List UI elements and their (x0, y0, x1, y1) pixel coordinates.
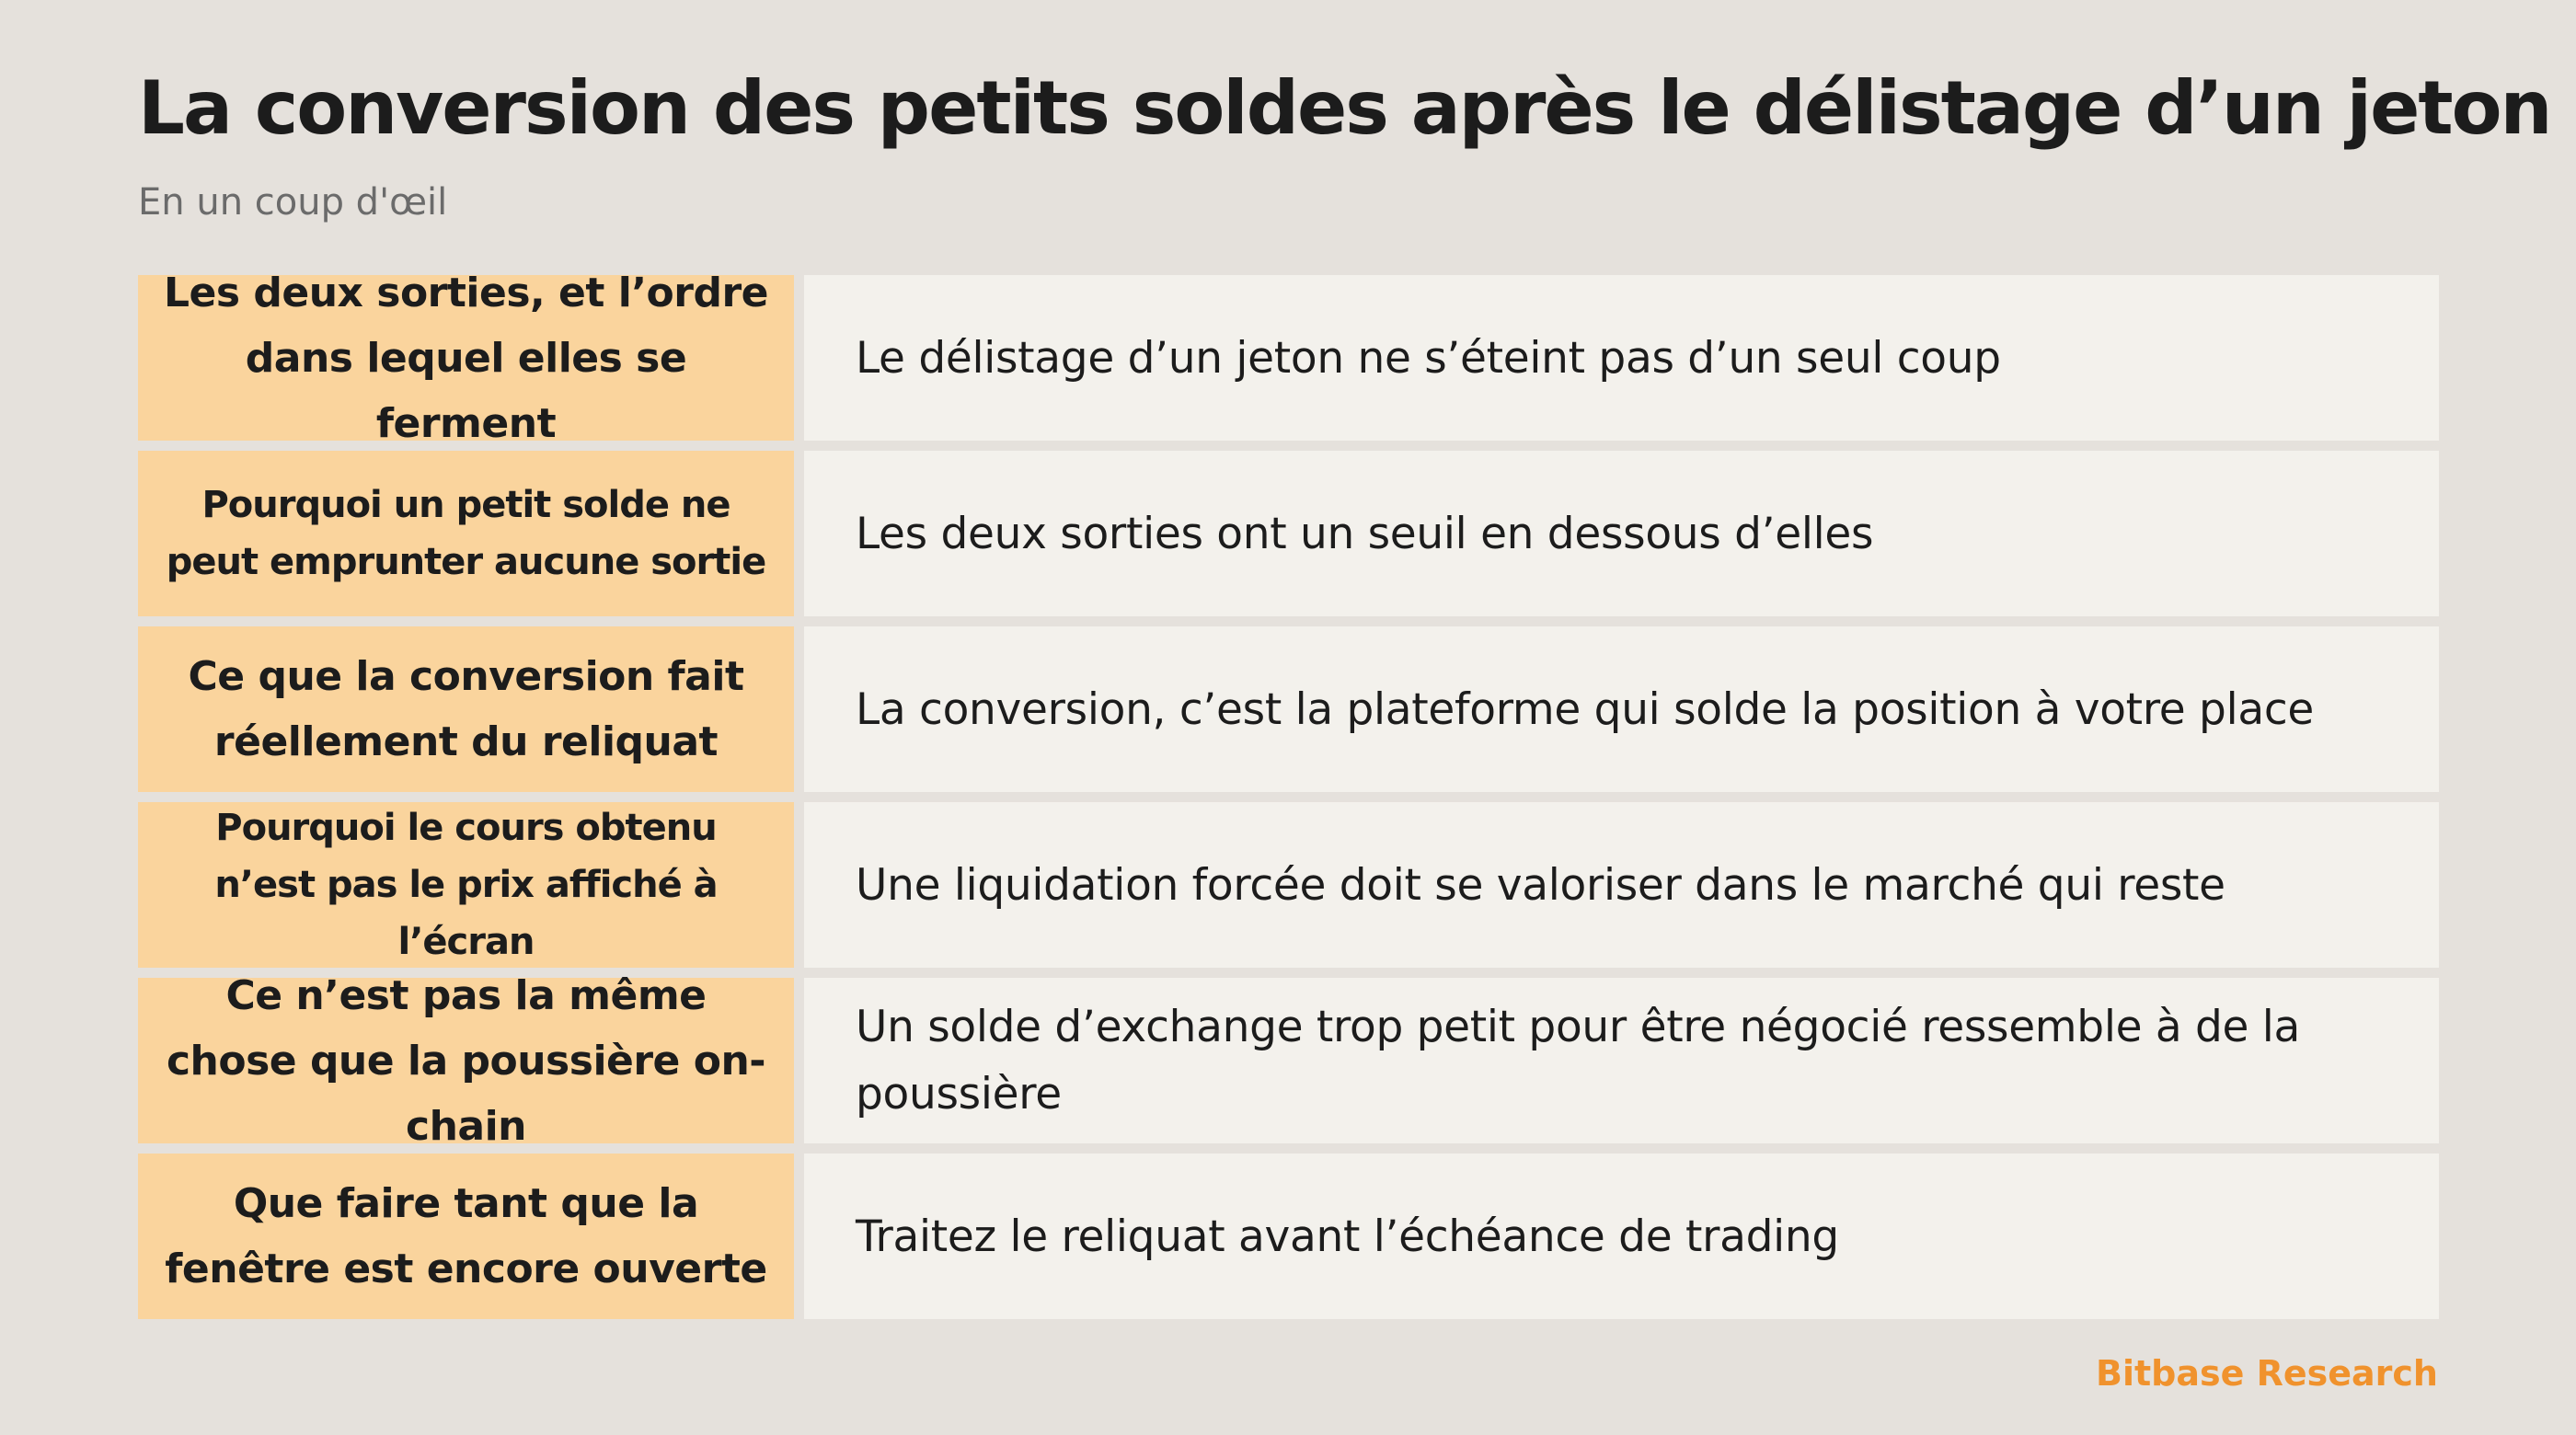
row-label: Les deux sorties, et l’ordre dans lequel elles se ferment (138, 275, 794, 441)
page-title: La conversion des petits soldes après le délistage d’un jeton (138, 65, 2551, 151)
row-description: Traitez le reliquat avant l’échéance de trading (804, 1154, 2439, 1319)
row-description: Un solde d’exchange trop petit pour être négocié ressemble à de la poussière (804, 978, 2439, 1143)
row-description: Le délistage d’un jeton ne s’éteint pas d’un seul coup (804, 275, 2439, 441)
table-row (138, 451, 2439, 616)
row-description: Les deux sorties ont un seuil en dessous d’elles (804, 451, 2439, 616)
brand-label: Bitbase Research (2095, 1353, 2438, 1394)
row-description: Une liquidation forcée doit se valoriser dans le marché qui reste (804, 802, 2439, 968)
row-description: La conversion, c’est la plateforme qui solde la position à votre place (804, 626, 2439, 792)
table-row (138, 802, 2439, 968)
row-label: Pourquoi le cours obtenu n’est pas le prix affiché à l’écran (138, 802, 794, 968)
table-row (138, 1154, 2439, 1319)
page-subtitle: En un coup d'œil (138, 181, 448, 224)
row-label: Ce que la conversion fait réellement du reliquat (138, 626, 794, 792)
row-label: Pourquoi un petit solde ne peut emprunter aucune sortie (138, 451, 794, 616)
table-row (138, 626, 2439, 792)
table-row (138, 269, 2439, 447)
row-label: Ce n’est pas la même chose que la poussière on-chain (138, 978, 794, 1143)
summary-table (138, 269, 2439, 1319)
row-label: Que faire tant que la fenêtre est encore ouverte (138, 1154, 794, 1319)
table-row (138, 971, 2439, 1150)
